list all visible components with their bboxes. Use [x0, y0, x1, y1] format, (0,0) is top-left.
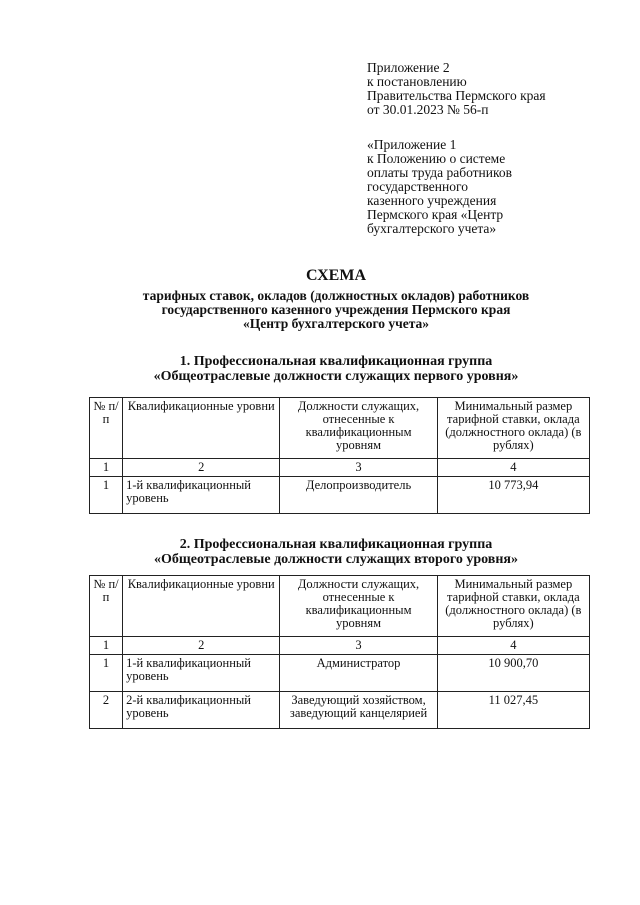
column-number: 2 [123, 637, 280, 655]
appendix-main-line: к постановлению [367, 74, 467, 89]
row-num: 1 [90, 655, 123, 692]
row-num: 2 [90, 692, 123, 729]
appendix-main-line: Приложение 2 [367, 60, 450, 75]
column-number-row [90, 637, 590, 655]
section-2-table [89, 575, 590, 729]
appendix-main-line: от 30.01.2023 № 56-п [367, 102, 489, 117]
appendix-main-line: Правительства Пермского края [367, 88, 546, 103]
header-salary: Минимальный размер тарифной ставки, оклада (должностного оклада) (в рублях) [437, 576, 589, 637]
row-level: 1-й квалификационный уровень [123, 655, 280, 692]
section-title-line: 2. Профессиональная квалификационная группа [179, 537, 493, 552]
header-level: Квалификационные уровни [123, 398, 280, 459]
row-positions: Администратор [280, 655, 437, 692]
header-num: № п/п [90, 398, 123, 459]
table-header-row [90, 398, 590, 459]
column-number-row [90, 459, 590, 477]
appendix-inner-line: государственного [367, 179, 468, 194]
header-level: Квалификационные уровни [123, 576, 280, 637]
row-num: 1 [90, 477, 123, 514]
row-positions: Делопроизводитель [280, 477, 437, 514]
table-row [90, 692, 590, 729]
subtitle-line: «Центр бухгалтерского учета» [242, 316, 430, 331]
column-number: 1 [90, 459, 123, 477]
table-row [90, 655, 590, 692]
appendix-inner-line: оплаты труда работников [367, 165, 512, 180]
subtitle-line: тарифных ставок, окладов (должностных окладов) работников [142, 288, 530, 303]
row-salary: 10 900,70 [437, 655, 589, 692]
appendix-inner-line: Пермского края «Центр [367, 207, 504, 222]
section-1-table [89, 397, 590, 514]
row-level: 2-й квалификационный уровень [123, 692, 280, 729]
header-positions: Должности служащих, отнесенные к квалификационным уровням [280, 576, 437, 637]
appendix-inner-line: «Приложение 1 [367, 137, 457, 152]
header-salary: Минимальный размер тарифной ставки, оклада (должностного оклада) (в рублях) [437, 398, 589, 459]
appendix-inner-block [367, 138, 607, 236]
column-number: 1 [90, 637, 123, 655]
column-number: 3 [280, 459, 437, 477]
subtitle-line: государственного казенного учреждения Пермского края [161, 302, 511, 317]
section-2-title [100, 537, 572, 567]
header-num: № п/п [90, 576, 123, 637]
section-title-line: «Общеотраслевые должности служащих первого уровня» [153, 369, 519, 384]
table-row [90, 477, 590, 514]
appendix-inner-line: к Положению о системе [367, 151, 506, 166]
section-title-line: «Общеотраслевые должности служащих второго уровня» [154, 552, 518, 567]
section-1-title [100, 354, 572, 384]
column-number: 4 [437, 637, 589, 655]
table-header-row [90, 576, 590, 637]
row-salary: 11 027,45 [437, 692, 589, 729]
header-positions: Должности служащих, отнесенные к квалификационным уровням [280, 398, 437, 459]
column-number: 2 [123, 459, 280, 477]
row-salary: 10 773,94 [437, 477, 589, 514]
column-number: 4 [437, 459, 589, 477]
appendix-inner-line: казенного учреждения [367, 193, 497, 208]
section-title-line: 1. Профессиональная квалификационная группа [179, 354, 493, 369]
appendix-main-block [367, 61, 607, 117]
appendix-inner-line: бухгалтерского учета» [367, 221, 497, 236]
row-positions: Заведующий хозяйством, заведующий канцелярией [280, 692, 437, 729]
row-level: 1-й квалификационный уровень [123, 477, 280, 514]
document-title: СХЕМА [305, 267, 367, 284]
column-number: 3 [280, 637, 437, 655]
document-subtitle [100, 289, 572, 331]
